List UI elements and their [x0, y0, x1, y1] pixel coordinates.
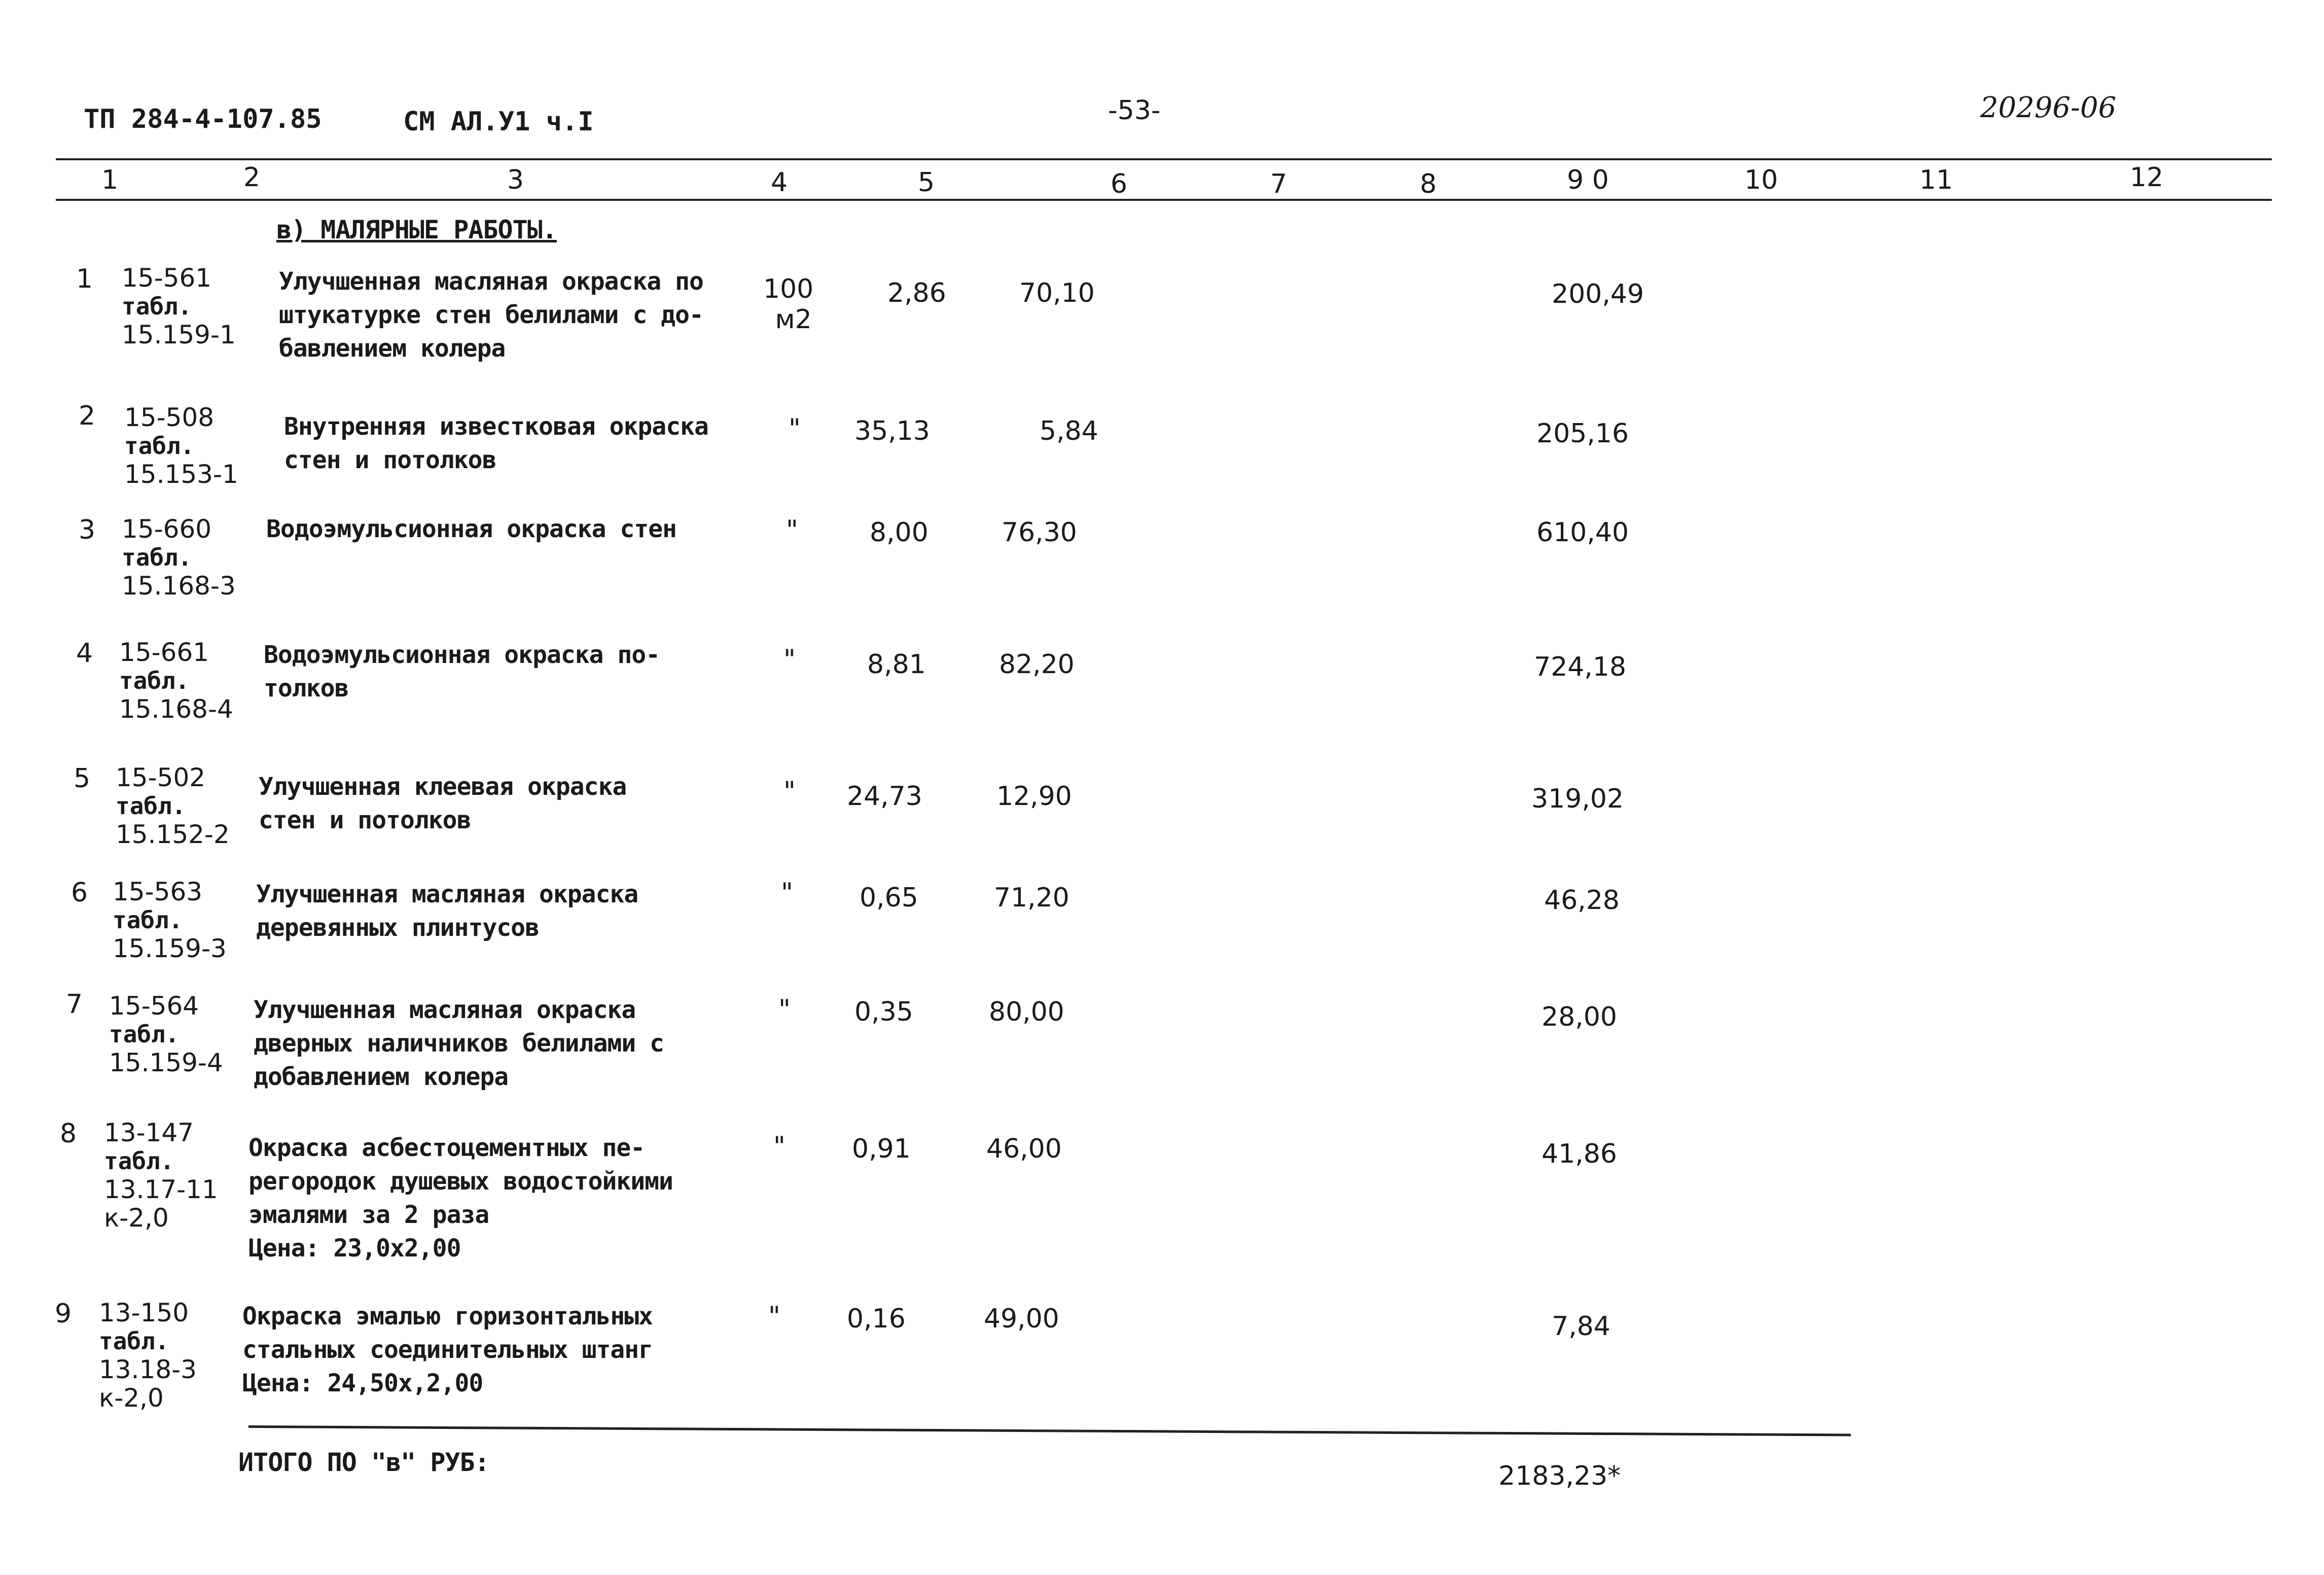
total-value: 2183,23* [1498, 1461, 1621, 1491]
work-description: Улучшенная масляная окраска деревянных плинтусов [256, 880, 638, 942]
unit: " [786, 515, 798, 545]
total-cost: 205,16 [1536, 418, 1629, 449]
row-number: 8 [60, 1118, 77, 1149]
total-cost: 7,84 [1552, 1311, 1611, 1342]
unit-price: 12,90 [996, 781, 1072, 812]
column-header-7: 7 [1270, 169, 1288, 199]
quantity: 2,86 [887, 278, 946, 308]
archive-number: 20296-06 [1980, 91, 2117, 124]
table-header-rule [56, 199, 2272, 201]
unit-price: 46,00 [986, 1134, 1062, 1164]
total-cost: 46,28 [1544, 885, 1620, 916]
unit: 100 м2 [763, 274, 814, 335]
column-header-9-0: 9 0 [1567, 165, 1609, 195]
norm-code: 15-564 табл. 15.159-4 [109, 991, 223, 1077]
page-number: -53- [1108, 95, 1161, 126]
unit-price: 49,00 [984, 1304, 1059, 1334]
norm-code: 15-561 табл. 15.159-1 [122, 263, 236, 349]
column-header-6: 6 [1111, 169, 1128, 199]
row-number: 2 [79, 401, 96, 431]
norm-code: 15-563 табл. 15.159-3 [113, 877, 227, 963]
sheet-code: СМ АЛ.У1 ч.I [403, 107, 594, 137]
total-cost: 28,00 [1542, 1002, 1617, 1032]
column-header-8: 8 [1420, 169, 1437, 199]
work-description: Внутренняя известковая окраска стен и потолков [284, 412, 708, 474]
unit-price: 82,20 [999, 649, 1075, 680]
row-number: 7 [66, 989, 83, 1020]
column-header-11: 11 [1919, 165, 1953, 195]
column-header-5: 5 [918, 167, 935, 198]
unit-price: 70,10 [1019, 278, 1095, 308]
work-description: Водоэмульсионная окраска стен [266, 515, 677, 543]
total-separator-rule [248, 1425, 1851, 1437]
unit: " [789, 413, 801, 444]
work-description: Улучшенная клеевая окраска стен и потолков [259, 773, 627, 834]
quantity: 0,35 [854, 997, 913, 1027]
column-header-10: 10 [1744, 165, 1778, 195]
unit: " [778, 994, 791, 1025]
unit: " [783, 776, 796, 807]
column-header-3: 3 [507, 165, 524, 195]
row-number: 3 [79, 515, 96, 545]
unit: " [773, 1131, 785, 1162]
work-description: Окраска асбестоцементных пе- регородок душевых водостойкими эмалями за 2 раза Цена: 23,0х2,00 [248, 1134, 673, 1263]
quantity: 0,91 [852, 1134, 911, 1164]
quantity: 8,81 [867, 649, 926, 680]
row-number: 6 [71, 878, 88, 908]
work-description: Улучшенная масляная окраска по штукатурке стен белилами с до- бавлением колера [279, 267, 703, 363]
norm-code: 15-508 табл. 15.153-1 [124, 403, 238, 489]
row-number: 9 [55, 1299, 72, 1329]
column-header-12: 12 [2130, 162, 2164, 193]
section-title: в) МАЛЯРНЫЕ РАБОТЫ. [276, 215, 557, 244]
quantity: 35,13 [854, 416, 930, 446]
work-description: Улучшенная масляная окраска дверных наличников белилами с добавлением колера [254, 996, 664, 1091]
norm-code: 13-150 табл. 13.18-3 к-2,0 [99, 1298, 197, 1413]
unit-price: 71,20 [994, 883, 1069, 913]
norm-code: 13-147 табл. 13.17-11 к-2,0 [104, 1118, 218, 1233]
work-description: Водоэмульсионная окраска по- толков [264, 641, 660, 703]
quantity: 24,73 [847, 781, 922, 812]
table-top-rule [56, 158, 2272, 160]
unit-price: 5,84 [1040, 416, 1098, 446]
unit: " [781, 878, 793, 908]
total-cost: 200,49 [1552, 279, 1644, 309]
unit: " [783, 644, 796, 675]
work-description: Окраска эмалью горизонтальных стальных соединительных штанг Цена: 24,50х,2,00 [242, 1302, 653, 1397]
norm-code: 15-660 табл. 15.168-3 [122, 514, 236, 601]
document-code: ТП 284-4-107.85 [84, 104, 322, 134]
column-header-4: 4 [771, 167, 788, 198]
quantity: 8,00 [870, 517, 928, 548]
row-number: 4 [76, 638, 93, 669]
norm-code: 15-502 табл. 15.152-2 [116, 763, 230, 849]
quantity: 0,16 [847, 1304, 906, 1334]
column-header-1: 1 [101, 165, 119, 195]
column-header-2: 2 [243, 162, 261, 193]
unit-price: 80,00 [989, 997, 1064, 1027]
total-cost: 319,02 [1531, 784, 1624, 814]
total-label: ИТОГО ПО "в" РУБ: [238, 1448, 489, 1477]
unit-price: 76,30 [1002, 517, 1077, 548]
norm-code: 15-661 табл. 15.168-4 [119, 638, 233, 724]
total-cost: 724,18 [1534, 652, 1626, 682]
row-number: 5 [74, 763, 91, 794]
row-number: 1 [76, 264, 93, 294]
total-cost: 41,86 [1542, 1139, 1617, 1169]
total-cost: 610,40 [1536, 517, 1629, 548]
quantity: 0,65 [860, 883, 918, 913]
unit: " [768, 1301, 780, 1332]
